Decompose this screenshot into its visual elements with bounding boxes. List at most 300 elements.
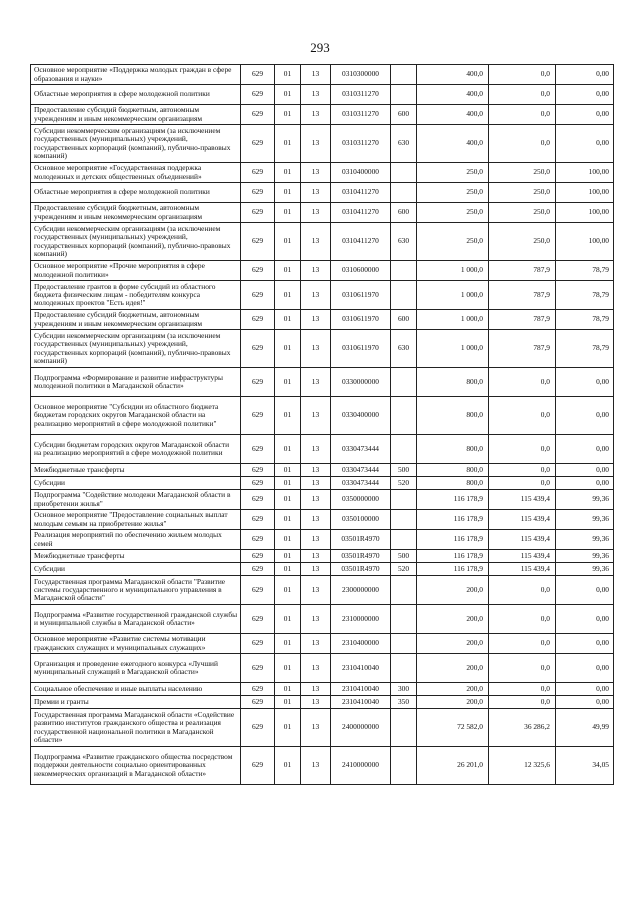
target-article-cell: 2310000000	[331, 605, 391, 634]
department-code-cell: 629	[241, 281, 275, 310]
section-code-cell: 01	[275, 683, 301, 696]
execution-percent-cell: 100,00	[556, 223, 614, 261]
target-article-cell: 0330473444	[331, 477, 391, 490]
expense-type-cell: 600	[391, 203, 417, 223]
planned-amount-cell: 800,0	[417, 368, 489, 397]
execution-percent-cell: 99,36	[556, 510, 614, 530]
section-code-cell: 01	[275, 490, 301, 510]
department-code-cell: 629	[241, 368, 275, 397]
target-article-cell: 0330473444	[331, 464, 391, 477]
target-article-cell: 0330473444	[331, 435, 391, 464]
row-name-cell: Основное мероприятие «Прочие мероприятия в сфере молодежной политики»	[31, 261, 241, 281]
subsection-code-cell: 13	[301, 563, 331, 576]
table-row	[31, 530, 614, 550]
planned-amount-cell: 1 000,0	[417, 330, 489, 368]
target-article-cell: 0310611970	[331, 330, 391, 368]
planned-amount-cell: 250,0	[417, 183, 489, 203]
actual-amount-cell: 787,9	[489, 281, 556, 310]
actual-amount-cell: 0,0	[489, 654, 556, 683]
subsection-code-cell: 13	[301, 696, 331, 709]
section-code-cell: 01	[275, 634, 301, 654]
section-code-cell: 01	[275, 563, 301, 576]
row-name-cell: Социальное обеспечение и иные выплаты населению	[31, 683, 241, 696]
actual-amount-cell: 36 286,2	[489, 709, 556, 747]
actual-amount-cell: 787,9	[489, 330, 556, 368]
section-code-cell: 01	[275, 105, 301, 125]
budget-table	[30, 64, 614, 785]
section-code-cell: 01	[275, 85, 301, 105]
target-article-cell: 2300000000	[331, 576, 391, 605]
table-row	[31, 397, 614, 435]
execution-percent-cell: 0,00	[556, 576, 614, 605]
row-name-cell: Предоставление субсидий бюджетным, автономным учреждениям и иным некоммерческим организациям	[31, 203, 241, 223]
row-name-cell: Организация и проведение ежегодного конкурса «Лучший муниципальный служащий в Магаданской области»	[31, 654, 241, 683]
row-name-cell: Основное мероприятие "Предоставление социальных выплат молодым семьям на приобретение жилья"	[31, 510, 241, 530]
table-row	[31, 490, 614, 510]
subsection-code-cell: 13	[301, 477, 331, 490]
actual-amount-cell: 0,0	[489, 105, 556, 125]
expense-type-cell	[391, 634, 417, 654]
department-code-cell: 629	[241, 530, 275, 550]
table-row	[31, 261, 614, 281]
expense-type-cell: 350	[391, 696, 417, 709]
department-code-cell: 629	[241, 435, 275, 464]
subsection-code-cell: 13	[301, 203, 331, 223]
department-code-cell: 629	[241, 709, 275, 747]
expense-type-cell	[391, 281, 417, 310]
department-code-cell: 629	[241, 330, 275, 368]
row-name-cell: Подпрограмма «Развитие государственной гражданской службы и муниципальной службы в Магаданской области»	[31, 605, 241, 634]
expense-type-cell	[391, 654, 417, 683]
expense-type-cell	[391, 510, 417, 530]
planned-amount-cell: 800,0	[417, 477, 489, 490]
target-article-cell: 0310311270	[331, 125, 391, 163]
execution-percent-cell: 78,79	[556, 261, 614, 281]
planned-amount-cell: 1 000,0	[417, 281, 489, 310]
section-code-cell: 01	[275, 550, 301, 563]
target-article-cell: 0310600000	[331, 261, 391, 281]
planned-amount-cell: 400,0	[417, 85, 489, 105]
execution-percent-cell: 0,00	[556, 477, 614, 490]
table-row	[31, 85, 614, 105]
department-code-cell: 629	[241, 65, 275, 85]
section-code-cell: 01	[275, 654, 301, 683]
execution-percent-cell: 99,36	[556, 550, 614, 563]
department-code-cell: 629	[241, 105, 275, 125]
section-code-cell: 01	[275, 125, 301, 163]
subsection-code-cell: 13	[301, 85, 331, 105]
actual-amount-cell: 787,9	[489, 261, 556, 281]
table-row	[31, 683, 614, 696]
execution-percent-cell: 100,00	[556, 183, 614, 203]
actual-amount-cell: 115 439,4	[489, 490, 556, 510]
expense-type-cell	[391, 85, 417, 105]
expense-type-cell	[391, 65, 417, 85]
subsection-code-cell: 13	[301, 125, 331, 163]
expense-type-cell	[391, 490, 417, 510]
department-code-cell: 629	[241, 163, 275, 183]
section-code-cell: 01	[275, 747, 301, 785]
row-name-cell: Субсидии бюджетам городских округов Магаданской области на реализацию мероприятий в сфере молодежной политики	[31, 435, 241, 464]
planned-amount-cell: 1 000,0	[417, 261, 489, 281]
subsection-code-cell: 13	[301, 281, 331, 310]
target-article-cell: 0310611970	[331, 310, 391, 330]
row-name-cell: Основное мероприятие "Субсидии из областного бюджета бюджетам городских округов Магаданской области на реализацию мероприятий в сфере молодежной политики"	[31, 397, 241, 435]
execution-percent-cell: 34,05	[556, 747, 614, 785]
section-code-cell: 01	[275, 477, 301, 490]
expense-type-cell	[391, 709, 417, 747]
planned-amount-cell: 200,0	[417, 634, 489, 654]
planned-amount-cell: 200,0	[417, 696, 489, 709]
execution-percent-cell: 100,00	[556, 203, 614, 223]
department-code-cell: 629	[241, 576, 275, 605]
actual-amount-cell: 250,0	[489, 223, 556, 261]
planned-amount-cell: 250,0	[417, 223, 489, 261]
table-row	[31, 125, 614, 163]
table-row	[31, 550, 614, 563]
department-code-cell: 629	[241, 490, 275, 510]
row-name-cell: Межбюджетные трансферты	[31, 550, 241, 563]
page-number: 293	[310, 40, 330, 55]
target-article-cell: 03501R4970	[331, 530, 391, 550]
subsection-code-cell: 13	[301, 223, 331, 261]
section-code-cell: 01	[275, 605, 301, 634]
expense-type-cell: 520	[391, 563, 417, 576]
table-row	[31, 330, 614, 368]
row-name-cell: Государственная программа Магаданской области «Содействие развитию институтов гражданского общества и реализация государственной национальной политики в Магаданской области»	[31, 709, 241, 747]
target-article-cell: 0310411270	[331, 183, 391, 203]
planned-amount-cell: 200,0	[417, 683, 489, 696]
execution-percent-cell: 0,00	[556, 65, 614, 85]
row-name-cell: Подпрограмма «Развитие гражданского общества посредством поддержки деятельности социально ориентированных некоммерческих организаций в Магаданской области»	[31, 747, 241, 785]
subsection-code-cell: 13	[301, 634, 331, 654]
actual-amount-cell: 787,9	[489, 310, 556, 330]
planned-amount-cell: 800,0	[417, 397, 489, 435]
execution-percent-cell: 0,00	[556, 105, 614, 125]
row-name-cell: Основное мероприятие «Развитие системы мотивации гражданских служащих и муниципальных служащих»	[31, 634, 241, 654]
row-name-cell: Реализация мероприятий по обеспечению жильем молодых семей	[31, 530, 241, 550]
table-row	[31, 464, 614, 477]
planned-amount-cell: 116 178,9	[417, 490, 489, 510]
department-code-cell: 629	[241, 183, 275, 203]
expense-type-cell	[391, 261, 417, 281]
execution-percent-cell: 0,00	[556, 85, 614, 105]
execution-percent-cell: 0,00	[556, 125, 614, 163]
section-code-cell: 01	[275, 510, 301, 530]
table-row	[31, 747, 614, 785]
expense-type-cell	[391, 576, 417, 605]
execution-percent-cell: 78,79	[556, 330, 614, 368]
execution-percent-cell: 78,79	[556, 310, 614, 330]
budget-table-wrapper	[30, 64, 614, 785]
execution-percent-cell: 0,00	[556, 464, 614, 477]
expense-type-cell	[391, 368, 417, 397]
department-code-cell: 629	[241, 683, 275, 696]
subsection-code-cell: 13	[301, 330, 331, 368]
target-article-cell: 0310611970	[331, 281, 391, 310]
planned-amount-cell: 400,0	[417, 65, 489, 85]
subsection-code-cell: 13	[301, 368, 331, 397]
table-row	[31, 696, 614, 709]
section-code-cell: 01	[275, 530, 301, 550]
planned-amount-cell: 800,0	[417, 435, 489, 464]
department-code-cell: 629	[241, 696, 275, 709]
row-name-cell: Подпрограмма «Формирование и развитие инфраструктуры молодежной политики в Магаданской области»	[31, 368, 241, 397]
planned-amount-cell: 400,0	[417, 105, 489, 125]
expense-type-cell: 500	[391, 550, 417, 563]
table-row	[31, 709, 614, 747]
department-code-cell: 629	[241, 477, 275, 490]
department-code-cell: 629	[241, 654, 275, 683]
table-row	[31, 576, 614, 605]
target-article-cell: 2410000000	[331, 747, 391, 785]
expense-type-cell	[391, 530, 417, 550]
actual-amount-cell: 115 439,4	[489, 563, 556, 576]
row-name-cell: Субсидии некоммерческим организациям (за исключением государственных (муниципальных) учреждений, государственных корпораций (компаний), публично-правовых компаний)	[31, 125, 241, 163]
target-article-cell: 0310300000	[331, 65, 391, 85]
row-name-cell: Основное мероприятие «Поддержка молодых граждан в сфере образования и науки»	[31, 65, 241, 85]
execution-percent-cell: 0,00	[556, 368, 614, 397]
department-code-cell: 629	[241, 464, 275, 477]
section-code-cell: 01	[275, 310, 301, 330]
target-article-cell: 2310400000	[331, 634, 391, 654]
expense-type-cell: 500	[391, 464, 417, 477]
subsection-code-cell: 13	[301, 435, 331, 464]
section-code-cell: 01	[275, 223, 301, 261]
planned-amount-cell: 116 178,9	[417, 550, 489, 563]
execution-percent-cell: 99,36	[556, 490, 614, 510]
department-code-cell: 629	[241, 605, 275, 634]
subsection-code-cell: 13	[301, 163, 331, 183]
execution-percent-cell: 78,79	[556, 281, 614, 310]
expense-type-cell	[391, 183, 417, 203]
execution-percent-cell: 0,00	[556, 683, 614, 696]
row-name-cell: Областные мероприятия в сфере молодежной политики	[31, 85, 241, 105]
planned-amount-cell: 250,0	[417, 203, 489, 223]
target-article-cell: 0310411270	[331, 223, 391, 261]
subsection-code-cell: 13	[301, 65, 331, 85]
target-article-cell: 0310400000	[331, 163, 391, 183]
department-code-cell: 629	[241, 550, 275, 563]
actual-amount-cell: 0,0	[489, 634, 556, 654]
subsection-code-cell: 13	[301, 261, 331, 281]
table-row	[31, 605, 614, 634]
table-row	[31, 368, 614, 397]
actual-amount-cell: 0,0	[489, 368, 556, 397]
expense-type-cell	[391, 747, 417, 785]
target-article-cell: 2310410040	[331, 683, 391, 696]
execution-percent-cell: 0,00	[556, 654, 614, 683]
table-row	[31, 65, 614, 85]
row-name-cell: Основное мероприятие «Государственная поддержка молодежных и детских общественных объединений»	[31, 163, 241, 183]
planned-amount-cell: 116 178,9	[417, 510, 489, 530]
subsection-code-cell: 13	[301, 747, 331, 785]
expense-type-cell	[391, 605, 417, 634]
actual-amount-cell: 0,0	[489, 65, 556, 85]
planned-amount-cell: 800,0	[417, 464, 489, 477]
section-code-cell: 01	[275, 281, 301, 310]
actual-amount-cell: 115 439,4	[489, 550, 556, 563]
expense-type-cell	[391, 163, 417, 183]
section-code-cell: 01	[275, 65, 301, 85]
table-row	[31, 281, 614, 310]
target-article-cell: 0330400000	[331, 397, 391, 435]
planned-amount-cell: 200,0	[417, 654, 489, 683]
table-row	[31, 654, 614, 683]
planned-amount-cell: 200,0	[417, 576, 489, 605]
subsection-code-cell: 13	[301, 654, 331, 683]
actual-amount-cell: 0,0	[489, 435, 556, 464]
section-code-cell: 01	[275, 709, 301, 747]
planned-amount-cell: 116 178,9	[417, 530, 489, 550]
expense-type-cell	[391, 397, 417, 435]
actual-amount-cell: 0,0	[489, 576, 556, 605]
target-article-cell: 0310311270	[331, 85, 391, 105]
subsection-code-cell: 13	[301, 464, 331, 477]
table-body	[31, 65, 614, 785]
section-code-cell: 01	[275, 330, 301, 368]
row-name-cell: Предоставление субсидий бюджетным, автономным учреждениям и иным некоммерческим организациям	[31, 310, 241, 330]
actual-amount-cell: 0,0	[489, 85, 556, 105]
expense-type-cell: 600	[391, 310, 417, 330]
actual-amount-cell: 115 439,4	[489, 530, 556, 550]
expense-type-cell: 630	[391, 223, 417, 261]
section-code-cell: 01	[275, 203, 301, 223]
actual-amount-cell: 250,0	[489, 183, 556, 203]
department-code-cell: 629	[241, 747, 275, 785]
department-code-cell: 629	[241, 634, 275, 654]
actual-amount-cell: 0,0	[489, 464, 556, 477]
actual-amount-cell: 12 325,6	[489, 747, 556, 785]
expense-type-cell: 520	[391, 477, 417, 490]
planned-amount-cell: 116 178,9	[417, 563, 489, 576]
execution-percent-cell: 0,00	[556, 634, 614, 654]
target-article-cell: 0350000000	[331, 490, 391, 510]
row-name-cell: Премии и гранты	[31, 696, 241, 709]
table-row	[31, 223, 614, 261]
execution-percent-cell: 0,00	[556, 397, 614, 435]
row-name-cell: Межбюджетные трансферты	[31, 464, 241, 477]
department-code-cell: 629	[241, 563, 275, 576]
planned-amount-cell: 250,0	[417, 163, 489, 183]
table-row	[31, 203, 614, 223]
subsection-code-cell: 13	[301, 183, 331, 203]
table-row	[31, 105, 614, 125]
expense-type-cell: 600	[391, 105, 417, 125]
section-code-cell: 01	[275, 397, 301, 435]
table-row	[31, 163, 614, 183]
row-name-cell: Субсидии некоммерческим организациям (за исключением государственных (муниципальных) учреждений, государственных корпораций (компаний), публично-правовых компаний)	[31, 330, 241, 368]
target-article-cell: 0310411270	[331, 203, 391, 223]
subsection-code-cell: 13	[301, 310, 331, 330]
subsection-code-cell: 13	[301, 683, 331, 696]
execution-percent-cell: 0,00	[556, 435, 614, 464]
table-row	[31, 183, 614, 203]
planned-amount-cell: 1 000,0	[417, 310, 489, 330]
expense-type-cell: 630	[391, 125, 417, 163]
actual-amount-cell: 0,0	[489, 125, 556, 163]
subsection-code-cell: 13	[301, 490, 331, 510]
table-row	[31, 477, 614, 490]
actual-amount-cell: 0,0	[489, 477, 556, 490]
row-name-cell: Субсидии	[31, 477, 241, 490]
actual-amount-cell: 0,0	[489, 696, 556, 709]
planned-amount-cell: 400,0	[417, 125, 489, 163]
execution-percent-cell: 99,36	[556, 563, 614, 576]
department-code-cell: 629	[241, 397, 275, 435]
table-row	[31, 510, 614, 530]
section-code-cell: 01	[275, 163, 301, 183]
row-name-cell: Субсидии	[31, 563, 241, 576]
actual-amount-cell: 115 439,4	[489, 510, 556, 530]
subsection-code-cell: 13	[301, 550, 331, 563]
section-code-cell: 01	[275, 183, 301, 203]
department-code-cell: 629	[241, 203, 275, 223]
target-article-cell: 03501R4970	[331, 563, 391, 576]
subsection-code-cell: 13	[301, 510, 331, 530]
expense-type-cell: 630	[391, 330, 417, 368]
target-article-cell: 03501R4970	[331, 550, 391, 563]
section-code-cell: 01	[275, 696, 301, 709]
execution-percent-cell: 49,99	[556, 709, 614, 747]
department-code-cell: 629	[241, 510, 275, 530]
target-article-cell: 0310311270	[331, 105, 391, 125]
table-row	[31, 563, 614, 576]
department-code-cell: 629	[241, 125, 275, 163]
actual-amount-cell: 250,0	[489, 163, 556, 183]
execution-percent-cell: 0,00	[556, 696, 614, 709]
subsection-code-cell: 13	[301, 397, 331, 435]
row-name-cell: Подпрограмма "Содействие молодежи Магаданской области в приобретении жилья"	[31, 490, 241, 510]
subsection-code-cell: 13	[301, 605, 331, 634]
department-code-cell: 629	[241, 261, 275, 281]
row-name-cell: Предоставление субсидий бюджетным, автономным учреждениям и иным некоммерческим организациям	[31, 105, 241, 125]
execution-percent-cell: 99,36	[556, 530, 614, 550]
row-name-cell: Государственная программа Магаданской области "Развитие системы государственного и муниципального управления в Магаданской области"	[31, 576, 241, 605]
target-article-cell: 0350100000	[331, 510, 391, 530]
subsection-code-cell: 13	[301, 709, 331, 747]
row-name-cell: Областные мероприятия в сфере молодежной политики	[31, 183, 241, 203]
expense-type-cell	[391, 435, 417, 464]
section-code-cell: 01	[275, 464, 301, 477]
table-row	[31, 634, 614, 654]
section-code-cell: 01	[275, 576, 301, 605]
table-row	[31, 310, 614, 330]
execution-percent-cell: 0,00	[556, 605, 614, 634]
section-code-cell: 01	[275, 261, 301, 281]
planned-amount-cell: 72 582,0	[417, 709, 489, 747]
actual-amount-cell: 0,0	[489, 397, 556, 435]
table-row	[31, 435, 614, 464]
department-code-cell: 629	[241, 310, 275, 330]
department-code-cell: 629	[241, 85, 275, 105]
subsection-code-cell: 13	[301, 105, 331, 125]
row-name-cell: Субсидии некоммерческим организациям (за исключением государственных (муниципальных) учреждений, государственных корпораций (компаний), публично-правовых компаний)	[31, 223, 241, 261]
target-article-cell: 0330000000	[331, 368, 391, 397]
expense-type-cell: 300	[391, 683, 417, 696]
target-article-cell: 2310410040	[331, 696, 391, 709]
target-article-cell: 2310410040	[331, 654, 391, 683]
execution-percent-cell: 100,00	[556, 163, 614, 183]
planned-amount-cell: 200,0	[417, 605, 489, 634]
section-code-cell: 01	[275, 368, 301, 397]
planned-amount-cell: 26 201,0	[417, 747, 489, 785]
department-code-cell: 629	[241, 223, 275, 261]
row-name-cell: Предоставление грантов в форме субсидий из областного бюджета физическим лицам - победителям конкурса молодежных проектов "Есть идея!"	[31, 281, 241, 310]
actual-amount-cell: 250,0	[489, 203, 556, 223]
actual-amount-cell: 0,0	[489, 683, 556, 696]
section-code-cell: 01	[275, 435, 301, 464]
